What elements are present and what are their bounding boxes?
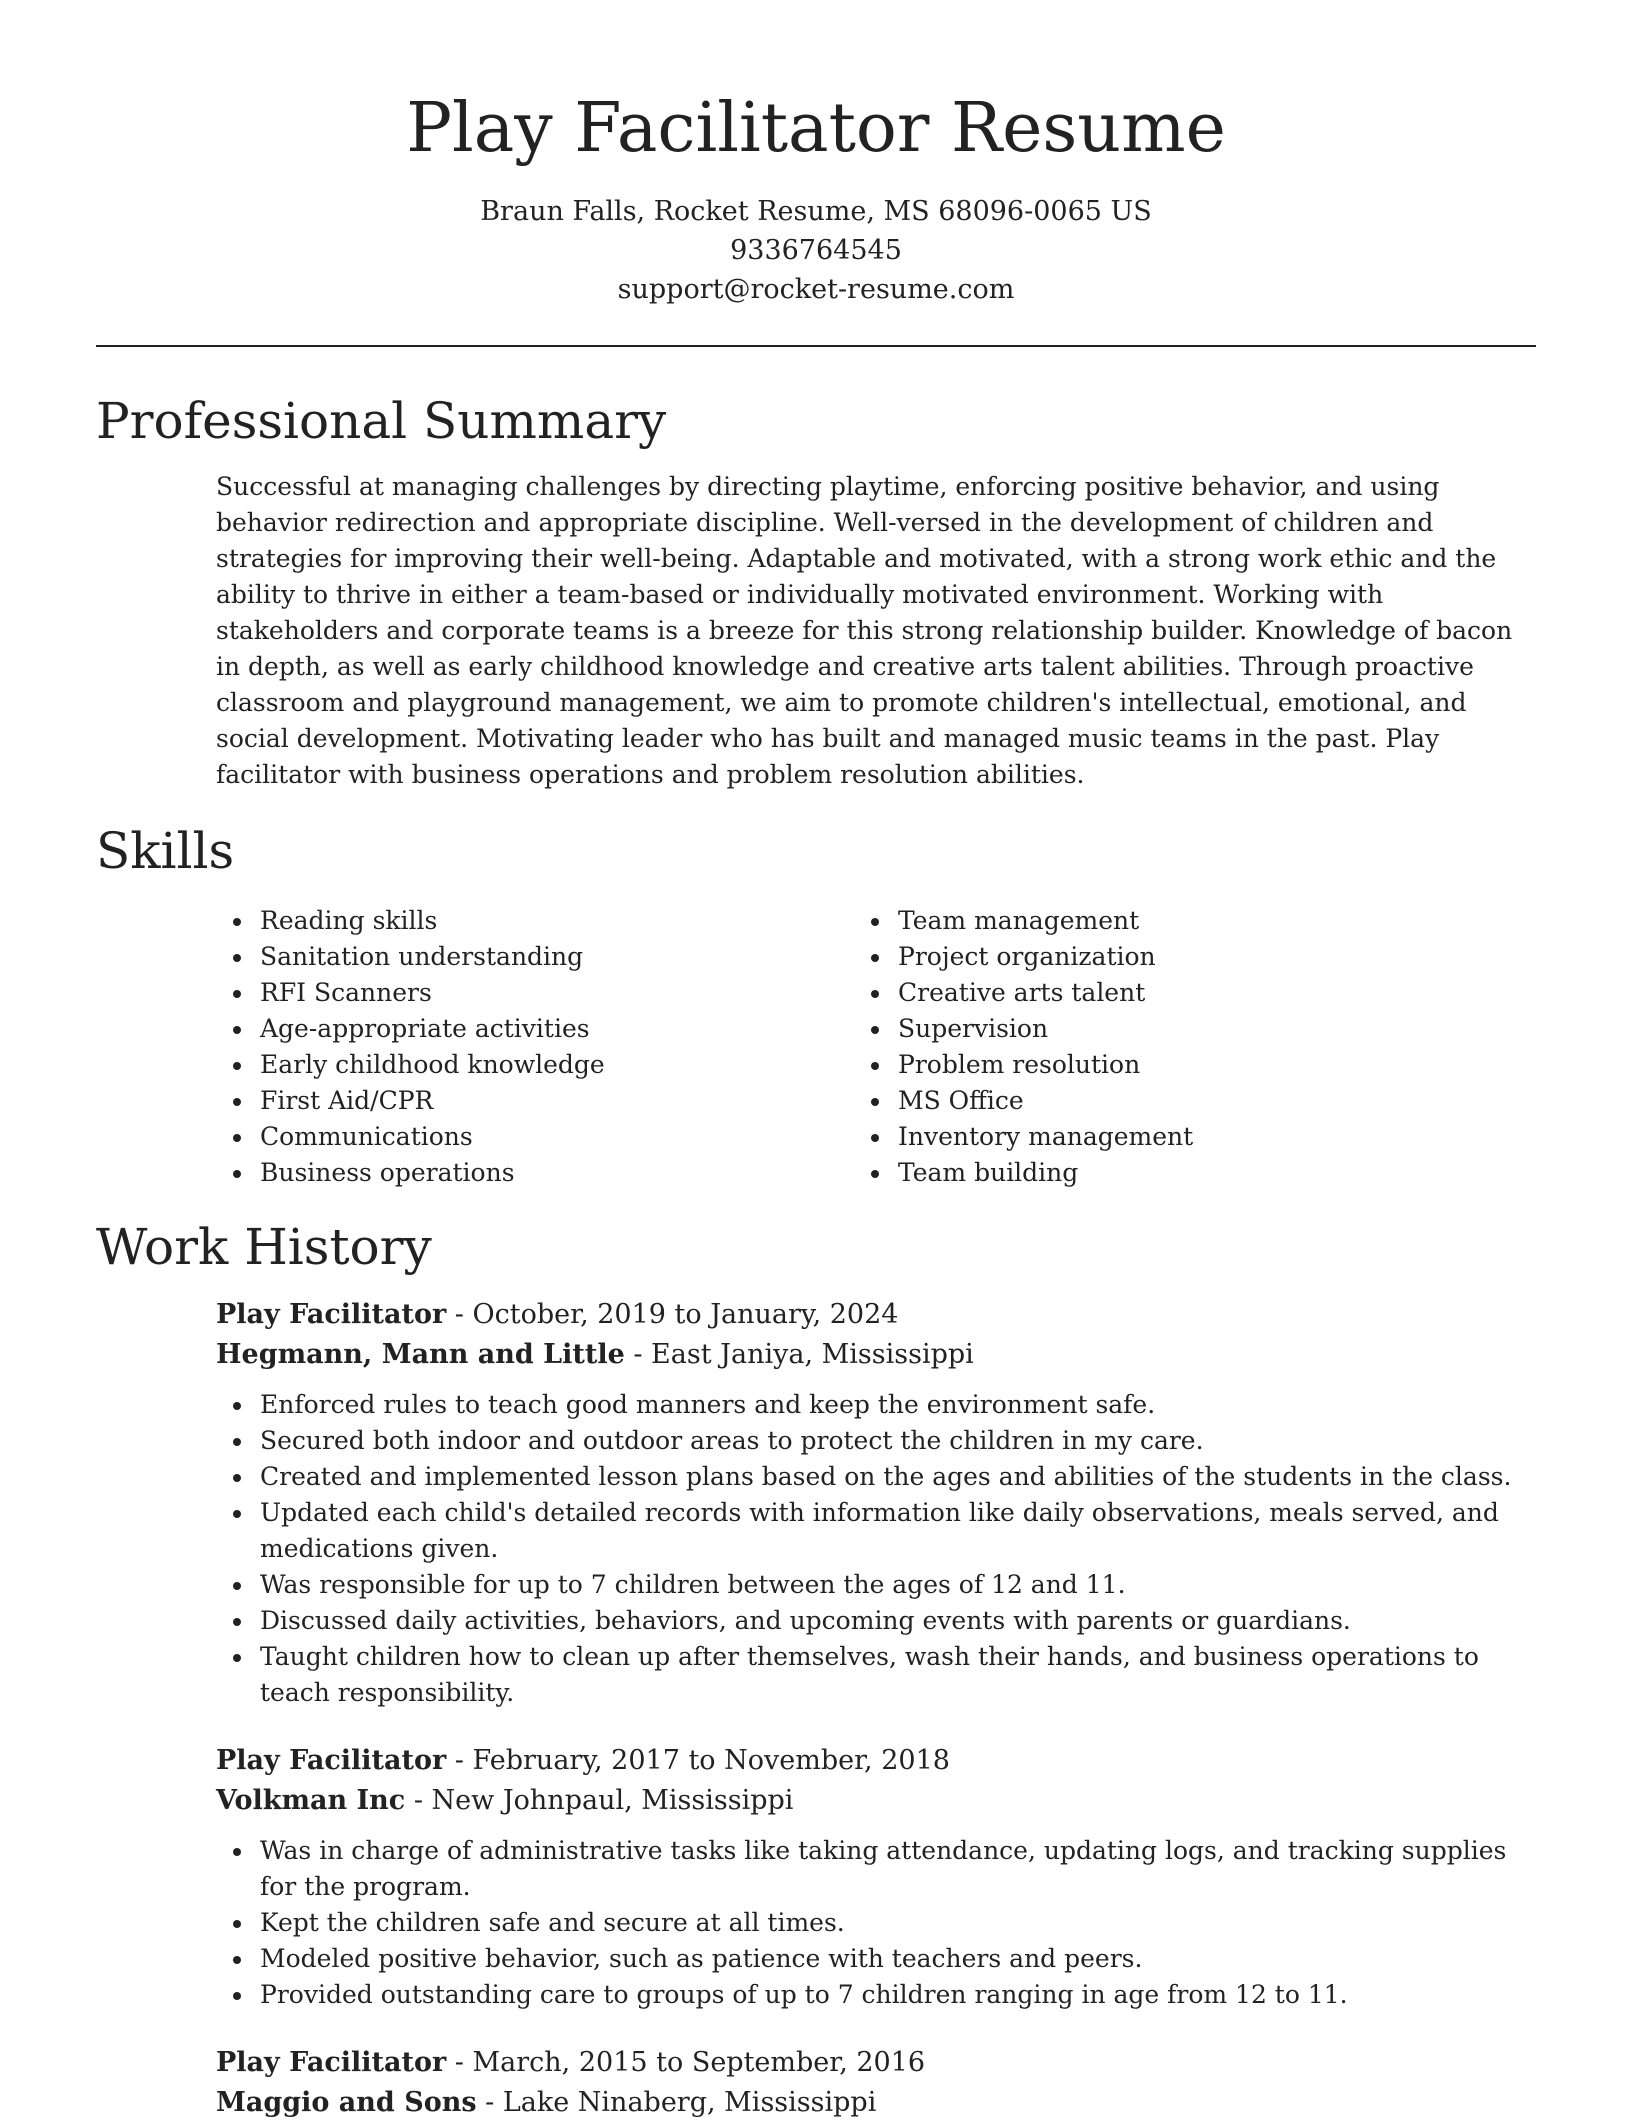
skill-item: Supervision (898, 1011, 1536, 1047)
header-divider (96, 345, 1536, 347)
resume-page (96, 0, 1536, 2123)
skill-item: Early childhood knowledge (260, 1047, 898, 1083)
job-bullet: Discussed daily activities, behaviors, and upcoming events with parents or guardians. (260, 1603, 1536, 1639)
job-entry (216, 2043, 1536, 2123)
job-bullets (260, 1387, 1536, 1711)
job-dates: - February, 2017 to November, 2018 (446, 1745, 950, 1776)
skill-item: Team management (898, 903, 1536, 939)
job-company: Maggio and Sons (216, 2087, 477, 2118)
resume-header (96, 0, 1536, 309)
job-location: - New Johnpaul, Mississippi (405, 1785, 794, 1816)
summary-text: Successful at managing challenges by directing playtime, enforcing positive behavior, and using behavior redirection and appropriate discipline. Well-versed in the development of children and strategies for improving their well-being. Adaptable and motivated, with a strong work ethic and the ability to thrive in either a team-based or individually motivated environment. Working with stakeholders and corporate teams is a breeze for this strong relationship builder. Knowledge of bacon in depth, as well as early childhood knowledge and creative arts talent abilities. Through proactive classroom and playground management, we aim to promote children's intellectual, emotional, and social development. Motivating leader who has built and managed music teams in the past. Play facilitator with business operations and problem resolution abilities. (216, 472, 1513, 789)
job-company-line (216, 2083, 1536, 2123)
skill-item: Business operations (260, 1155, 898, 1191)
skill-item: First Aid/CPR (260, 1083, 898, 1119)
work-history-heading: Work History (96, 1218, 432, 1276)
skills-list (96, 903, 1536, 1191)
job-bullet: Provided outstanding care to groups of up to 7 children ranging in age from 12 to 11. (260, 1977, 1536, 2013)
job-company: Hegmann, Mann and Little (216, 1339, 625, 1370)
skill-item: Creative arts talent (898, 975, 1536, 1011)
resume-name: Play Facilitator Resume (406, 89, 1226, 168)
job-bullet: Modeled positive behavior, such as patience with teachers and peers. (260, 1941, 1536, 1977)
summary-heading: Professional Summary (96, 392, 667, 450)
skill-item: MS Office (898, 1083, 1536, 1119)
contact-address: Braun Falls, Rocket Resume, MS 68096-0065 US (480, 196, 1152, 227)
skills-column-left (260, 903, 898, 1191)
job-location: - East Janiya, Mississippi (624, 1339, 974, 1370)
job-bullet: Created and implemented lesson plans based on the ages and abilities of the students in the class. (260, 1459, 1536, 1495)
skill-item: Inventory management (898, 1119, 1536, 1155)
skill-item: Team building (898, 1155, 1536, 1191)
job-entry (216, 1741, 1536, 2013)
skill-item: Age-appropriate activities (260, 1011, 898, 1047)
job-bullet: Enforced rules to teach good manners and keep the environment safe. (260, 1387, 1536, 1423)
job-bullet: Kept the children safe and secure at all times. (260, 1905, 1536, 1941)
job-title-line (216, 1295, 1536, 1335)
job-title: Play Facilitator (216, 1745, 447, 1776)
job-title-line (216, 1741, 1536, 1781)
skill-item: Communications (260, 1119, 898, 1155)
job-location: - Lake Ninaberg, Mississippi (476, 2087, 877, 2118)
job-title-line (216, 2043, 1536, 2083)
skill-item: Sanitation understanding (260, 939, 898, 975)
contact-email: support@rocket-resume.com (617, 274, 1015, 305)
job-company-line (216, 1781, 1536, 1821)
skills-column-right (898, 903, 1536, 1191)
job-bullet: Taught children how to clean up after themselves, wash their hands, and business operations to teach responsibility. (260, 1639, 1536, 1711)
job-bullet: Secured both indoor and outdoor areas to protect the children in my care. (260, 1423, 1536, 1459)
job-dates: - October, 2019 to January, 2024 (446, 1299, 899, 1330)
skill-item: Reading skills (260, 903, 898, 939)
job-bullets (260, 1833, 1536, 2013)
job-title: Play Facilitator (216, 2047, 447, 2078)
job-title: Play Facilitator (216, 1299, 447, 1330)
skills-heading: Skills (96, 822, 235, 880)
job-dates: - March, 2015 to September, 2016 (446, 2047, 926, 2078)
job-bullet: Was in charge of administrative tasks like taking attendance, updating logs, and tracking supplies for the program. (260, 1833, 1536, 1905)
job-company: Volkman Inc (216, 1785, 406, 1816)
job-entry (216, 1295, 1536, 1711)
job-company-line (216, 1335, 1536, 1375)
job-bullet: Was responsible for up to 7 children between the ages of 12 and 11. (260, 1567, 1536, 1603)
contact-phone: 9336764545 (730, 235, 902, 266)
skill-item: Project organization (898, 939, 1536, 975)
job-bullet: Updated each child's detailed records with information like daily observations, meals served, and medications given. (260, 1495, 1536, 1567)
skill-item: RFI Scanners (260, 975, 898, 1011)
skill-item: Problem resolution (898, 1047, 1536, 1083)
contact-block (96, 192, 1536, 309)
